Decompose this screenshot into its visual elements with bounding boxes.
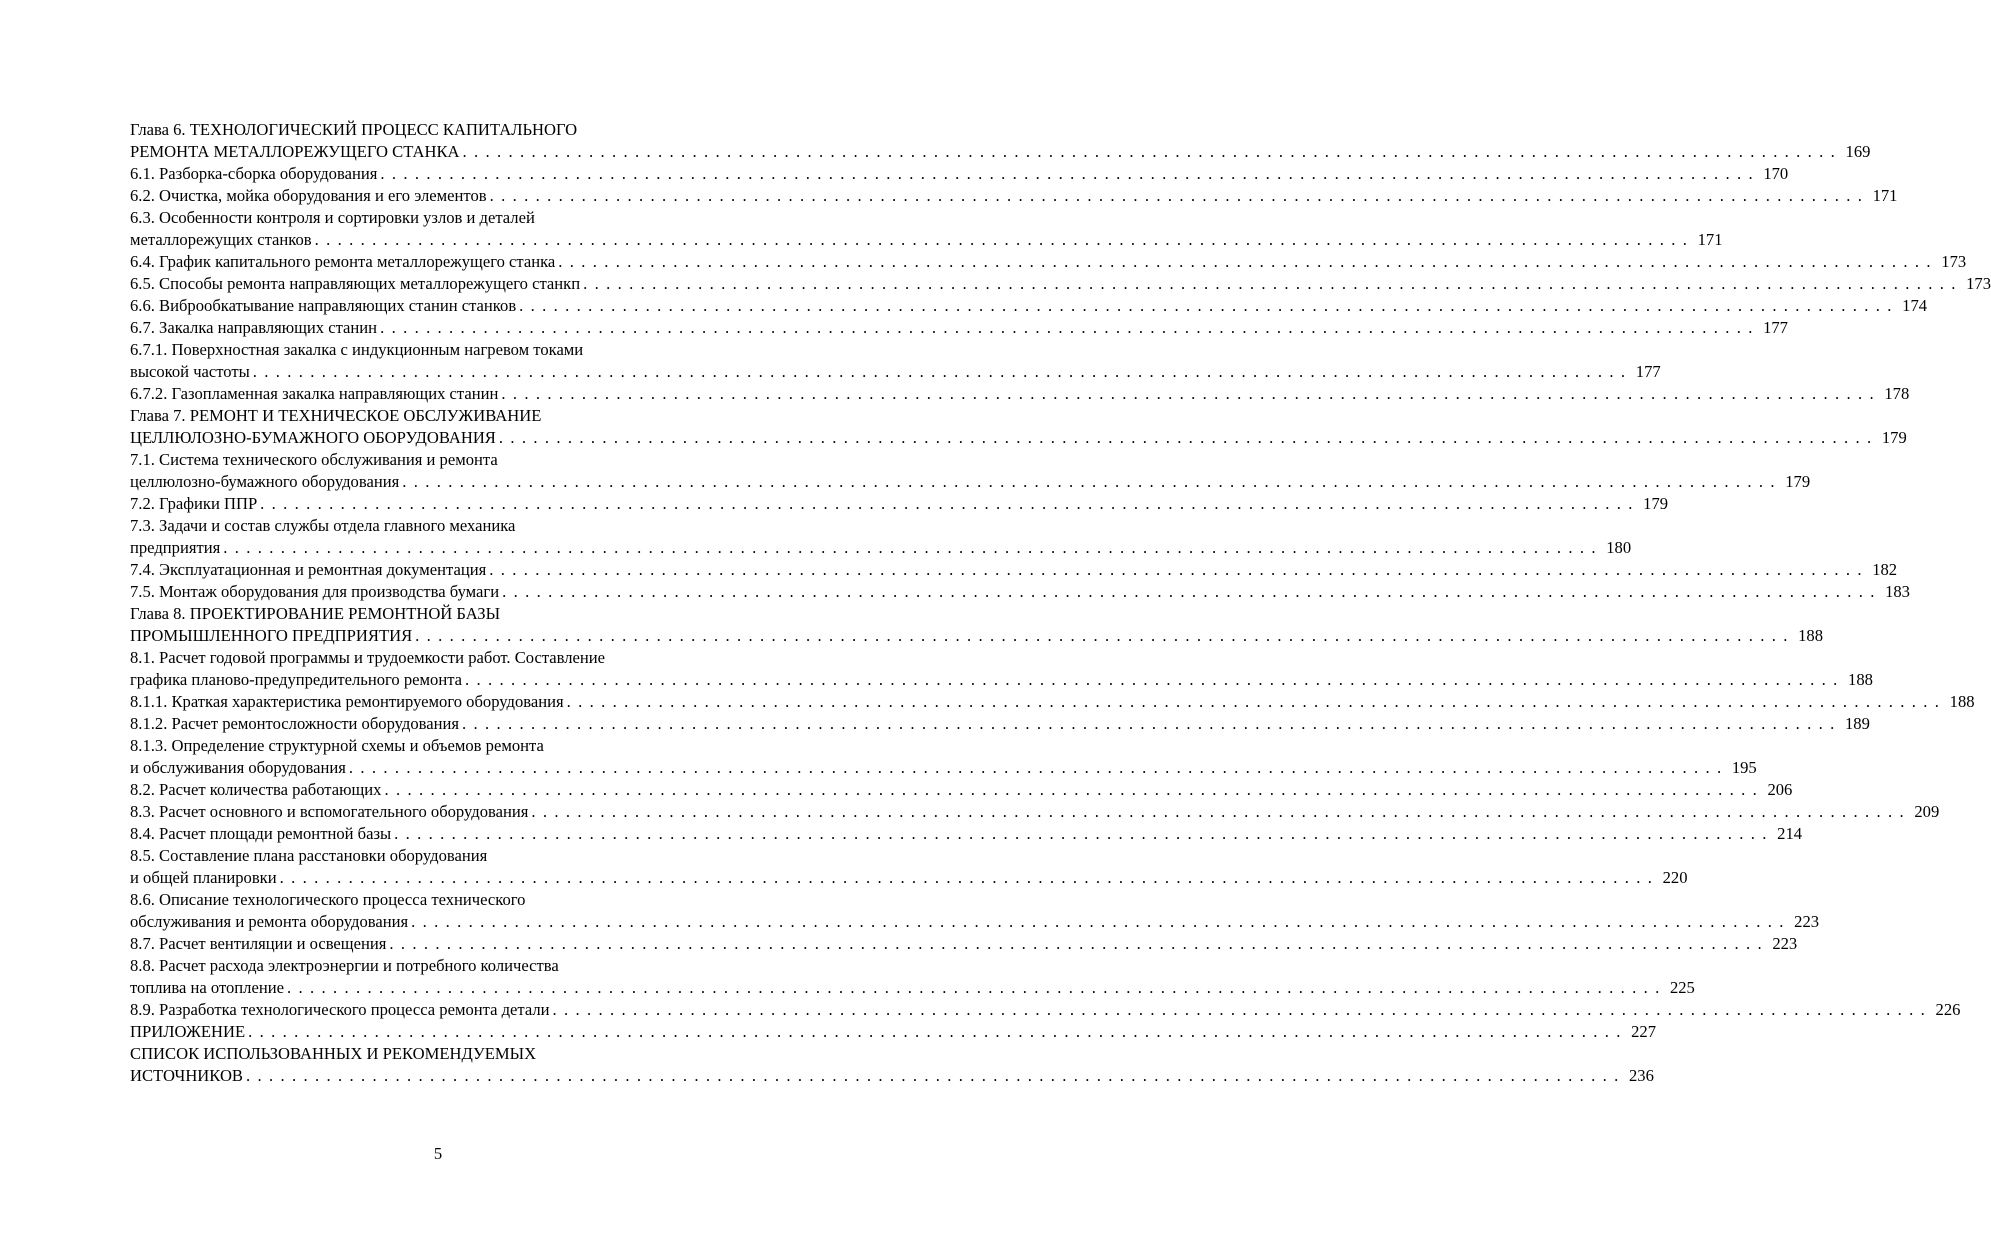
toc-entry-title: высокой частоты (130, 362, 250, 381)
toc-entry-page: 183 (1885, 582, 1910, 601)
toc-entry-line: 8.5. Составление плана расстановки оборудования (130, 846, 488, 865)
toc-entry (130, 185, 1898, 207)
toc-entry-page: 178 (1884, 384, 1910, 403)
toc-entry-page: 220 (1662, 868, 1688, 887)
toc-entry-title: 6.7. Закалка направляющих станин (130, 318, 378, 337)
toc-entry-title: ЦЕЛЛЮЛОЗНО-БУМАЖНОГО ОБОРУДОВАНИЯ (130, 428, 496, 447)
toc-entry-title: ИСТОЧНИКОВ (130, 1066, 243, 1085)
toc-entry-line: 8.6. Описание технологического процесса технического (130, 890, 526, 909)
toc-entry (130, 669, 1873, 691)
toc-entry-page: 223 (1772, 934, 1798, 953)
toc-entry-line: 6.7.1. Поверхностная закалка с индукционным нагревом токами (130, 340, 584, 359)
dot-leader: . . . . . . . . . . . . . . . . . . . . . . . . . . . . . . . . . . . . . . . . . . . . . . . . . . . . . . . . . . . . . . . . . . . . . . . . . . . . . . . . . . . . . . . . . . . . . . . . . . . . . . . . . . . . . . . . . . . . . . . . (286, 978, 1661, 997)
toc-entry-line: 7.3. Задачи и состав службы отдела главного механика (130, 516, 516, 535)
toc-entry-line: СПИСОК ИСПОЛЬЗОВАННЫХ И РЕКОМЕНДУЕМЫХ (130, 1044, 537, 1063)
toc-entry-title: графика планово-предупредительного ремонта (130, 670, 463, 689)
toc-entry (130, 141, 1871, 163)
toc-entry-title: целлюлозно-бумажного оборудования (130, 472, 400, 491)
dot-leader: . . . . . . . . . . . . . . . . . . . . . . . . . . . . . . . . . . . . . . . . . . . . . . . . . . . . . . . . . . . . . . . . . . . . . . . . . . . . . . . . . . . . . . . . . . . . . . . . . . . . . . . . . . . . . . . . . . . . . . . . (462, 714, 1836, 733)
dot-leader: . . . . . . . . . . . . . . . . . . . . . . . . . . . . . . . . . . . . . . . . . . . . . . . . . . . . . . . . . . . . . . . . . . . . . . . . . . . . . . . . . . . . . . . . . . . . . . . . . . . . . . . . . . . . . . . . . . . . . . . . (489, 560, 1864, 579)
toc-entry-page: 188 (1949, 692, 1975, 711)
toc-entry (130, 229, 1723, 251)
dot-leader: . . . . . . . . . . . . . . . . . . . . . . . . . . . . . . . . . . . . . . . . . . . . . . . . . . . . . . . . . . . . . . . . . . . . . . . . . . . . . . . . . . . . . . . . . . . . . . . . . . . . . . . . . . . . . . . . . . . . . . . . (348, 758, 1723, 777)
dot-leader: . . . . . . . . . . . . . . . . . . . . . . . . . . . . . . . . . . . . . . . . . . . . . . . . . . . . . . . . . . . . . . . . . . . . . . . . . . . . . . . . . . . . . . . . . . . . . . . . . . . . . . . . . . . . . . . . . . . . . . . . (501, 384, 1876, 403)
toc-entry (130, 317, 1788, 339)
toc-entry-page: 188 (1848, 670, 1873, 689)
toc-entry-title: 6.7.2. Газопламенная закалка направляющих станин (130, 384, 499, 403)
toc-entry-title: 6.6. Виброобкатывание направляющих станин станков (130, 296, 517, 315)
toc-entry (130, 823, 1803, 845)
toc-entry-page: 225 (1669, 978, 1695, 997)
dot-leader: . . . . . . . . . . . . . . . . . . . . . . . . . . . . . . . . . . . . . . . . . . . . . . . . . . . . . . . . . . . . . . . . . . . . . . . . . . . . . . . . . . . . . . . . . . . . . . . . . . . . . . . . . . . . . . . . . . . . . . . . (519, 296, 1894, 315)
toc-entry (130, 779, 1793, 801)
toc-entry (130, 911, 1820, 933)
toc-entry-title: и общей планировки (130, 868, 277, 887)
table-of-contents (130, 119, 1991, 1087)
toc-entry (130, 999, 1961, 1021)
toc-entry-page: 189 (1845, 714, 1870, 733)
toc-entry-title: топлива на отопление (130, 978, 284, 997)
toc-entry-page: 173 (1941, 252, 1967, 271)
toc-entry-title: 6.4. График капитального ремонта металлорежущего станка (130, 252, 556, 271)
toc-entry (130, 581, 1910, 603)
dot-leader: . . . . . . . . . . . . . . . . . . . . . . . . . . . . . . . . . . . . . . . . . . . . . . . . . . . . . . . . . . . . . . . . . . . . . . . . . . . . . . . . . . . . . . . . . . . . . . . . . . . . . . . . . . . . . . . . . . . . . . . . (583, 274, 1957, 293)
toc-entry (130, 1065, 1654, 1087)
toc-entry (130, 713, 1870, 735)
toc-entry-title: 7.2. Графики ППР (130, 494, 258, 513)
dot-leader: . . . . . . . . . . . . . . . . . . . . . . . . . . . . . . . . . . . . . . . . . . . . . . . . . . . . . . . . . . . . . . . . . . . . . . . . . . . . . . . . . . . . . . . . . . . . . . . . . . . . . . . . . . . . . . . . . . . . . . . . (465, 670, 1839, 689)
toc-entry-page: 173 (1966, 274, 1991, 293)
dot-leader: . . . . . . . . . . . . . . . . . . . . . . . . . . . . . . . . . . . . . . . . . . . . . . . . . . . . . . . . . . . . . . . . . . . . . . . . . . . . . . . . . . . . . . . . . . . . . . . . . . . . . . . . . . . . . . . . . . . . . . . . (558, 252, 1933, 271)
toc-entry-line: Глава 7. РЕМОНТ И ТЕХНИЧЕСКОЕ ОБСЛУЖИВАНИЕ (130, 406, 542, 425)
toc-entry-line: 7.1. Система технического обслуживания и ремонта (130, 450, 498, 469)
dot-leader: . . . . . . . . . . . . . . . . . . . . . . . . . . . . . . . . . . . . . . . . . . . . . . . . . . . . . . . . . . . . . . . . . . . . . . . . . . . . . . . . . . . . . . . . . . . . . . . . . . . . . . . . . . . . . . . . . . . . . . . . (279, 868, 1654, 887)
toc-entry-title: металлорежущих станков (130, 230, 312, 249)
toc-entry-title: 8.4. Расчет площади ремонтной базы (130, 824, 392, 843)
toc-entry (130, 251, 1967, 273)
toc-entry-title: обслуживания и ремонта оборудования (130, 912, 409, 931)
toc-entry (130, 383, 1910, 405)
dot-leader: . . . . . . . . . . . . . . . . . . . . . . . . . . . . . . . . . . . . . . . . . . . . . . . . . . . . . . . . . . . . . . . . . . . . . . . . . . . . . . . . . . . . . . . . . . . . . . . . . . . . . . . . . . . . . . . . . . . . . . . . (380, 164, 1755, 183)
dot-leader: . . . . . . . . . . . . . . . . . . . . . . . . . . . . . . . . . . . . . . . . . . . . . . . . . . . . . . . . . . . . . . . . . . . . . . . . . . . . . . . . . . . . . . . . . . . . . . . . . . . . . . . . . . . . . . . . . . . . . . . . (552, 1000, 1927, 1019)
dot-leader: . . . . . . . . . . . . . . . . . . . . . . . . . . . . . . . . . . . . . . . . . . . . . . . . . . . . . . . . . . . . . . . . . . . . . . . . . . . . . . . . . . . . . . . . . . . . . . . . . . . . . . . . . . . . . . . . . . . . . . . . (402, 472, 1777, 491)
toc-entry-title: РЕМОНТА МЕТАЛЛОРЕЖУЩЕГО СТАНКА (130, 142, 460, 161)
dot-leader: . . . . . . . . . . . . . . . . . . . . . . . . . . . . . . . . . . . . . . . . . . . . . . . . . . . . . . . . . . . . . . . . . . . . . . . . . . . . . . . . . . . . . . . . . . . . . . . . . . . . . . . . . . . . . . . . . . . . . . . . (462, 142, 1837, 161)
toc-entry-title: 6.5. Способы ремонта направляющих металлорежущего станкп (130, 274, 581, 293)
dot-leader: . . . . . . . . . . . . . . . . . . . . . . . . . . . . . . . . . . . . . . . . . . . . . . . . . . . . . . . . . . . . . . . . . . . . . . . . . . . . . . . . . . . . . . . . . . . . . . . . . . . . . . . . . . . . . . . . . . . . . . . . (252, 362, 1627, 381)
toc-entry (130, 757, 1757, 779)
toc-entry (130, 361, 1661, 383)
dot-leader: . . . . . . . . . . . . . . . . . . . . . . . . . . . . . . . . . . . . . . . . . . . . . . . . . . . . . . . . . . . . . . . . . . . . . . . . . . . . . . . . . . . . . . . . . . . . . . . . . . . . . . . . . . . . . . . . . . . . . . . . (498, 428, 1873, 447)
toc-entry (130, 163, 1789, 185)
toc-entry-page: 214 (1777, 824, 1803, 843)
toc-entry-line: 8.1. Расчет годовой программы и трудоемкости работ. Составление (130, 648, 606, 667)
dot-leader: . . . . . . . . . . . . . . . . . . . . . . . . . . . . . . . . . . . . . . . . . . . . . . . . . . . . . . . . . . . . . . . . . . . . . . . . . . . . . . . . . . . . . . . . . . . . . . . . . . . . . . . . . . . . . . . . . . . . . . . . (380, 318, 1754, 337)
toc-entry-title: 8.2. Расчет количества работающих (130, 780, 382, 799)
toc-entry (130, 537, 1632, 559)
toc-entry (130, 691, 1975, 713)
toc-entry-title: 8.1.2. Расчет ремонтосложности оборудования (130, 714, 460, 733)
toc-entry (130, 559, 1898, 581)
toc-entry (130, 471, 1811, 493)
toc-entry-page: 179 (1881, 428, 1907, 447)
toc-entry (130, 801, 1940, 823)
toc-entry-title: предприятия (130, 538, 221, 557)
toc-entry (130, 625, 1824, 647)
toc-entry (130, 933, 1798, 955)
dot-leader: . . . . . . . . . . . . . . . . . . . . . . . . . . . . . . . . . . . . . . . . . . . . . . . . . . . . . . . . . . . . . . . . . . . . . . . . . . . . . . . . . . . . . . . . . . . . . . . . . . . . . . . . . . . . . . . . . . . . . . . . (246, 1066, 1620, 1085)
toc-entry-line: Глава 8. ПРОЕКТИРОВАНИЕ РЕМОНТНОЙ БАЗЫ (130, 604, 501, 623)
toc-entry-page: 169 (1845, 142, 1871, 161)
toc-entry (130, 273, 1991, 295)
dot-leader: . . . . . . . . . . . . . . . . . . . . . . . . . . . . . . . . . . . . . . . . . . . . . . . . . . . . . . . . . . . . . . . . . . . . . . . . . . . . . . . . . . . . . . . . . . . . . . . . . . . . . . . . . . . . . . . . . . . . . . . . (248, 1022, 1623, 1041)
dot-leader: . . . . . . . . . . . . . . . . . . . . . . . . . . . . . . . . . . . . . . . . . . . . . . . . . . . . . . . . . . . . . . . . . . . . . . . . . . . . . . . . . . . . . . . . . . . . . . . . . . . . . . . . . . . . . . . . . . . . . . . . (389, 934, 1764, 953)
toc-entry (130, 867, 1688, 889)
toc-entry-title: ПРИЛОЖЕНИЕ (130, 1022, 246, 1041)
toc-entry-page: 223 (1794, 912, 1820, 931)
toc-entry-line: Глава 6. ТЕХНОЛОГИЧЕСКИЙ ПРОЦЕСС КАПИТАЛЬНОГО (130, 120, 578, 139)
toc-entry-page: 188 (1798, 626, 1824, 645)
toc-entry-page: 227 (1631, 1022, 1657, 1041)
dot-leader: . . . . . . . . . . . . . . . . . . . . . . . . . . . . . . . . . . . . . . . . . . . . . . . . . . . . . . . . . . . . . . . . . . . . . . . . . . . . . . . . . . . . . . . . . . . . . . . . . . . . . . . . . . . . . . . . . . . . . . . . (502, 582, 1876, 601)
toc-entry-title: и обслуживания оборудования (130, 758, 346, 777)
toc-entry (130, 493, 1669, 515)
toc-entry-page: 179 (1643, 494, 1669, 513)
toc-entry-title: 8.3. Расчет основного и вспомогательного оборудования (130, 802, 529, 821)
toc-entry-page: 177 (1635, 362, 1661, 381)
dot-leader: . . . . . . . . . . . . . . . . . . . . . . . . . . . . . . . . . . . . . . . . . . . . . . . . . . . . . . . . . . . . . . . . . . . . . . . . . . . . . . . . . . . . . . . . . . . . . . . . . . . . . . . . . . . . . . . . . . . . . . . . (223, 538, 1598, 557)
toc-entry-page: 206 (1767, 780, 1793, 799)
toc-entry-title: 8.7. Расчет вентиляции и освещения (130, 934, 387, 953)
toc-entry (130, 295, 1928, 317)
page-number: 5 (433, 1144, 443, 1163)
toc-entry (130, 977, 1695, 999)
dot-leader: . . . . . . . . . . . . . . . . . . . . . . . . . . . . . . . . . . . . . . . . . . . . . . . . . . . . . . . . . . . . . . . . . . . . . . . . . . . . . . . . . . . . . . . . . . . . . . . . . . . . . . . . . . . . . . . . . . . . . . . . (384, 780, 1759, 799)
dot-leader: . . . . . . . . . . . . . . . . . . . . . . . . . . . . . . . . . . . . . . . . . . . . . . . . . . . . . . . . . . . . . . . . . . . . . . . . . . . . . . . . . . . . . . . . . . . . . . . . . . . . . . . . . . . . . . . . . . . . . . . . (489, 186, 1864, 205)
toc-entry-line: 8.1.3. Определение структурной схемы и объемов ремонта (130, 736, 544, 755)
toc-entry-line: 6.3. Особенности контроля и сортировки узлов и деталей (130, 208, 535, 227)
toc-entry-page: 170 (1763, 164, 1789, 183)
toc-entry-page: 171 (1697, 230, 1723, 249)
toc-entry-title: 8.1.1. Краткая характеристика ремонтируемого оборудования (130, 692, 564, 711)
dot-leader: . . . . . . . . . . . . . . . . . . . . . . . . . . . . . . . . . . . . . . . . . . . . . . . . . . . . . . . . . . . . . . . . . . . . . . . . . . . . . . . . . . . . . . . . . . . . . . . . . . . . . . . . . . . . . . . . . . . . . . . . (394, 824, 1769, 843)
toc-entry-page: 182 (1872, 560, 1898, 579)
toc-entry-title: 7.4. Эксплуатационная и ремонтная документация (130, 560, 487, 579)
toc-entry-title: ПРОМЫШЛЕННОГО ПРЕДПРИЯТИЯ (130, 626, 413, 645)
toc-entry-page: 179 (1785, 472, 1811, 491)
toc-entry-title: 8.9. Разработка технологического процесса ремонта детали (130, 1000, 550, 1019)
toc-entry (130, 427, 1907, 449)
toc-entry-page: 180 (1606, 538, 1632, 557)
toc-entry-line: 8.8. Расчет расхода электроэнергии и потребного количества (130, 956, 559, 975)
toc-entry-page: 226 (1935, 1000, 1961, 1019)
dot-leader: . . . . . . . . . . . . . . . . . . . . . . . . . . . . . . . . . . . . . . . . . . . . . . . . . . . . . . . . . . . . . . . . . . . . . . . . . . . . . . . . . . . . . . . . . . . . . . . . . . . . . . . . . . . . . . . . . . . . . . . . (415, 626, 1790, 645)
dot-leader: . . . . . . . . . . . . . . . . . . . . . . . . . . . . . . . . . . . . . . . . . . . . . . . . . . . . . . . . . . . . . . . . . . . . . . . . . . . . . . . . . . . . . . . . . . . . . . . . . . . . . . . . . . . . . . . . . . . . . . . . (260, 494, 1635, 513)
toc-entry (130, 1021, 1657, 1043)
toc-entry-page: 174 (1902, 296, 1928, 315)
dot-leader: . . . . . . . . . . . . . . . . . . . . . . . . . . . . . . . . . . . . . . . . . . . . . . . . . . . . . . . . . . . . . . . . . . . . . . . . . . . . . . . . . . . . . . . . . . . . . . . . . . . . . . . . . . . . . . . . . . . . . . . . (314, 230, 1689, 249)
dot-leader: . . . . . . . . . . . . . . . . . . . . . . . . . . . . . . . . . . . . . . . . . . . . . . . . . . . . . . . . . . . . . . . . . . . . . . . . . . . . . . . . . . . . . . . . . . . . . . . . . . . . . . . . . . . . . . . . . . . . . . . . (566, 692, 1941, 711)
toc-entry-page: 236 (1628, 1066, 1654, 1085)
toc-entry-title: 6.2. Очистка, мойка оборудования и его элементов (130, 186, 487, 205)
dot-leader: . . . . . . . . . . . . . . . . . . . . . . . . . . . . . . . . . . . . . . . . . . . . . . . . . . . . . . . . . . . . . . . . . . . . . . . . . . . . . . . . . . . . . . . . . . . . . . . . . . . . . . . . . . . . . . . . . . . . . . . . (531, 802, 1906, 821)
toc-entry-page: 177 (1763, 318, 1788, 337)
dot-leader: . . . . . . . . . . . . . . . . . . . . . . . . . . . . . . . . . . . . . . . . . . . . . . . . . . . . . . . . . . . . . . . . . . . . . . . . . . . . . . . . . . . . . . . . . . . . . . . . . . . . . . . . . . . . . . . . . . . . . . . . (411, 912, 1786, 931)
toc-entry-page: 209 (1914, 802, 1940, 821)
toc-entry-title: 6.1. Разборка-сборка оборудования (130, 164, 378, 183)
toc-entry-title: 7.5. Монтаж оборудования для производства бумаги (130, 582, 500, 601)
toc-entry-page: 195 (1731, 758, 1757, 777)
toc-entry-page: 171 (1872, 186, 1898, 205)
